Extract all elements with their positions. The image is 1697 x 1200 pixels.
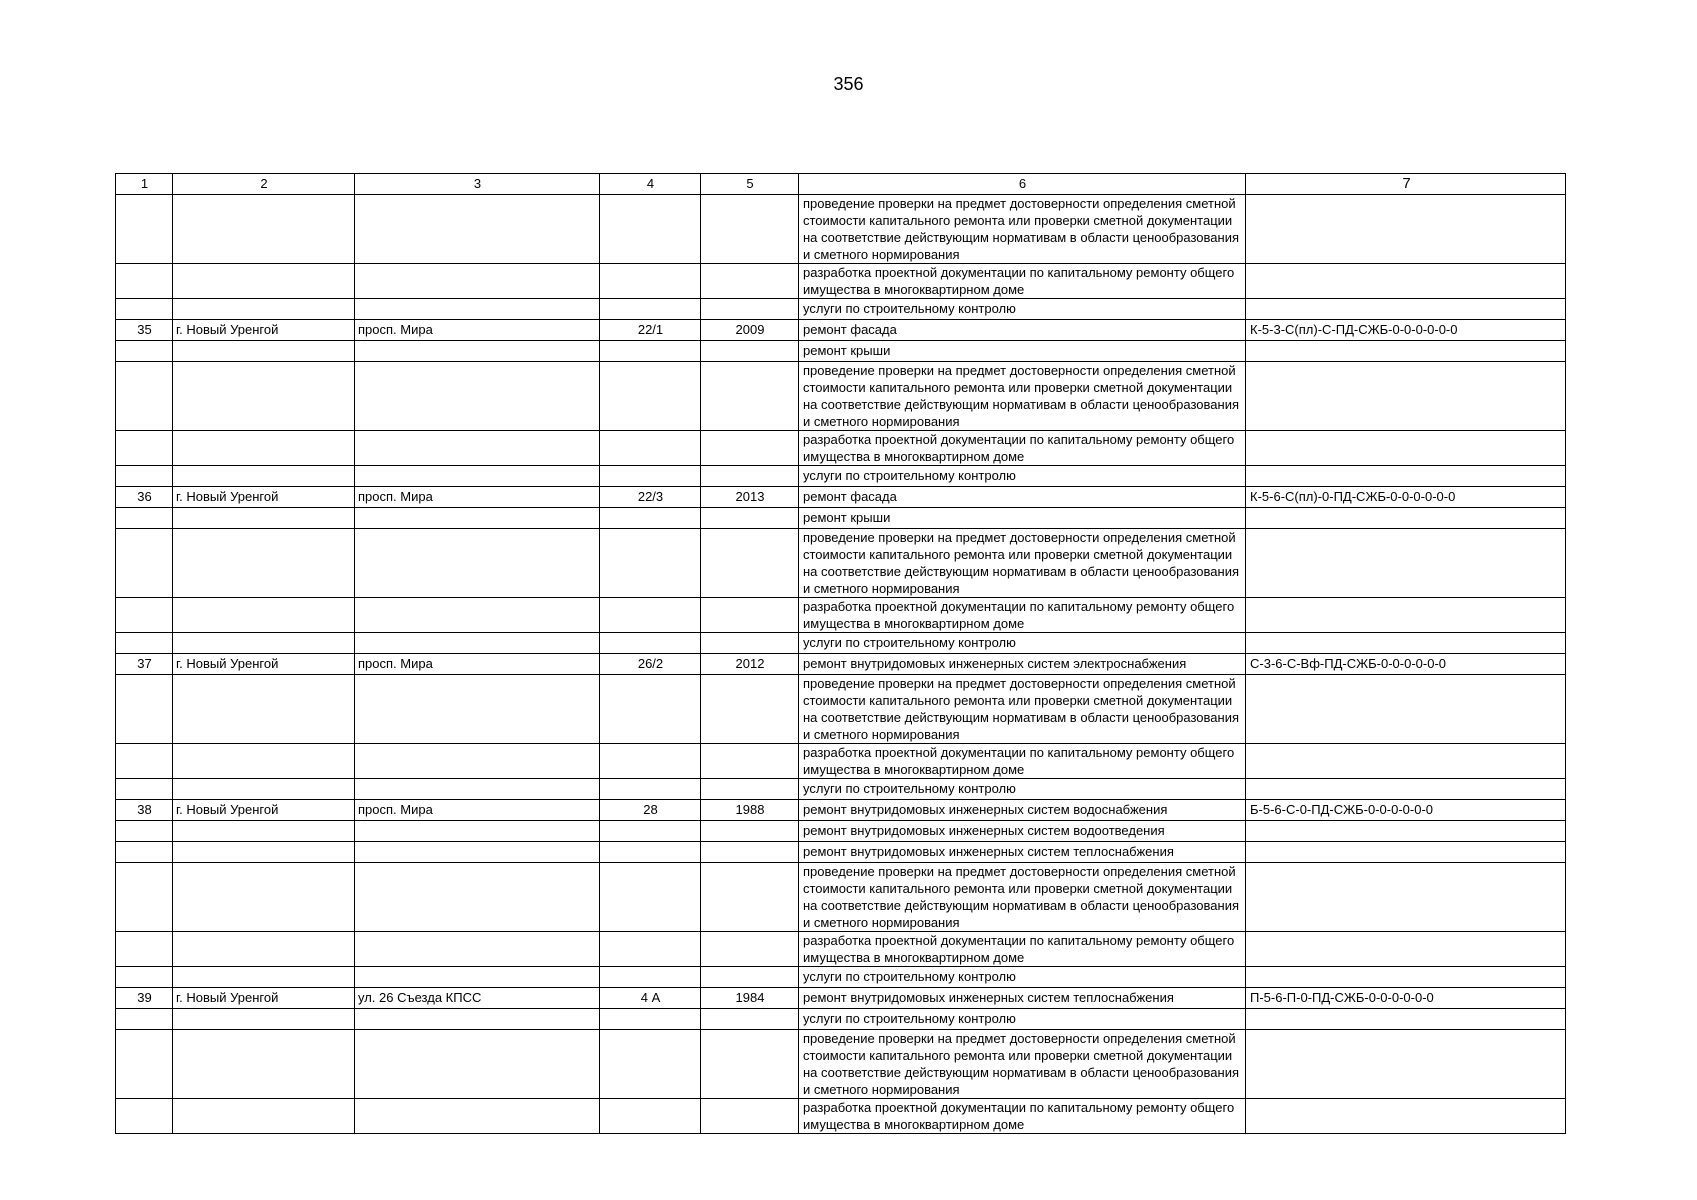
cell-work-type: ремонт крыши <box>799 508 1246 529</box>
cell-house-code <box>1246 821 1566 842</box>
header-cell-3: 3 <box>355 174 600 195</box>
cell-city: г. Новый Уренгой <box>173 654 355 675</box>
cell-house-number: 4 А <box>600 988 701 1009</box>
cell-house-code <box>1246 341 1566 362</box>
cell-row-number <box>116 633 173 654</box>
cell-street <box>355 299 600 320</box>
cell-street <box>355 842 600 863</box>
cell-row-number <box>116 466 173 487</box>
table-row <box>116 529 1566 598</box>
cell-house-code: К-5-3-С(пл)-С-ПД-СЖБ-0-0-0-0-0-0 <box>1246 320 1566 341</box>
table-row <box>116 264 1566 299</box>
cell-work-type: ремонт внутридомовых инженерных систем водоснабжения <box>799 800 1246 821</box>
cell-row-number <box>116 529 173 598</box>
cell-house-number <box>600 932 701 967</box>
cell-city: г. Новый Уренгой <box>173 988 355 1009</box>
cell-house-number <box>600 675 701 744</box>
cell-build-year <box>701 508 799 529</box>
cell-work-type: проведение проверки на предмет достоверности определения сметной стоимости капитального ремонта или проверки сметной документации на соответствие действующим нормативам в области ценообразования и сметного нормирования <box>799 863 1246 932</box>
cell-street <box>355 779 600 800</box>
cell-house-number <box>600 863 701 932</box>
header-cell-6: 6 <box>799 174 1246 195</box>
cell-city <box>173 341 355 362</box>
cell-house-number <box>600 821 701 842</box>
table-row <box>116 431 1566 466</box>
table-row <box>116 633 1566 654</box>
table-row <box>116 341 1566 362</box>
cell-house-code <box>1246 362 1566 431</box>
cell-house-number <box>600 779 701 800</box>
cell-house-number <box>600 633 701 654</box>
table-row <box>116 863 1566 932</box>
cell-street: просп. Мира <box>355 800 600 821</box>
cell-street <box>355 195 600 264</box>
cell-house-number <box>600 362 701 431</box>
cell-row-number <box>116 779 173 800</box>
cell-row-number <box>116 744 173 779</box>
cell-city <box>173 1009 355 1030</box>
cell-house-code <box>1246 842 1566 863</box>
cell-row-number <box>116 264 173 299</box>
cell-house-number <box>600 508 701 529</box>
cell-work-type: разработка проектной документации по капитальному ремонту общего имущества в многоквартирном доме <box>799 431 1246 466</box>
cell-street <box>355 1099 600 1134</box>
cell-row-number <box>116 195 173 264</box>
cell-row-number <box>116 598 173 633</box>
header-cell-1: 1 <box>116 174 173 195</box>
table-row <box>116 508 1566 529</box>
table-row <box>116 821 1566 842</box>
table-header-row <box>116 174 1566 195</box>
cell-build-year <box>701 264 799 299</box>
table-row <box>116 487 1566 508</box>
cell-street <box>355 362 600 431</box>
cell-work-type: ремонт внутридомовых инженерных систем теплоснабжения <box>799 988 1246 1009</box>
cell-house-code <box>1246 675 1566 744</box>
cell-house-code <box>1246 1030 1566 1099</box>
cell-row-number <box>116 1030 173 1099</box>
cell-city <box>173 744 355 779</box>
cell-row-number <box>116 431 173 466</box>
cell-house-code <box>1246 744 1566 779</box>
cell-city: г. Новый Уренгой <box>173 800 355 821</box>
cell-row-number <box>116 1099 173 1134</box>
cell-city <box>173 529 355 598</box>
cell-house-number <box>600 466 701 487</box>
cell-house-code <box>1246 264 1566 299</box>
cell-street <box>355 529 600 598</box>
cell-work-type: проведение проверки на предмет достоверности определения сметной стоимости капитального ремонта или проверки сметной документации на соответствие действующим нормативам в области ценообразования и сметного нормирования <box>799 195 1246 264</box>
capital-repair-table <box>115 173 1566 1134</box>
cell-house-code <box>1246 299 1566 320</box>
table-row <box>116 654 1566 675</box>
cell-house-code: С-3-6-С-Вф-ПД-СЖБ-0-0-0-0-0-0 <box>1246 654 1566 675</box>
cell-city <box>173 1099 355 1134</box>
cell-house-number: 22/1 <box>600 320 701 341</box>
cell-work-type: ремонт фасада <box>799 487 1246 508</box>
table-row <box>116 744 1566 779</box>
cell-house-number <box>600 1030 701 1099</box>
cell-row-number <box>116 842 173 863</box>
cell-work-type: ремонт внутридомовых инженерных систем теплоснабжения <box>799 842 1246 863</box>
table-row <box>116 1009 1566 1030</box>
cell-work-type: услуги по строительному контролю <box>799 1009 1246 1030</box>
cell-build-year <box>701 675 799 744</box>
cell-house-code: Б-5-6-С-0-ПД-СЖБ-0-0-0-0-0-0 <box>1246 800 1566 821</box>
header-cell-2: 2 <box>173 174 355 195</box>
cell-house-code <box>1246 633 1566 654</box>
cell-work-type: проведение проверки на предмет достоверности определения сметной стоимости капитального ремонта или проверки сметной документации на соответствие действующим нормативам в области ценообразования и сметного нормирования <box>799 675 1246 744</box>
cell-build-year <box>701 299 799 320</box>
table-row <box>116 1030 1566 1099</box>
cell-city <box>173 675 355 744</box>
cell-house-number <box>600 1009 701 1030</box>
cell-row-number <box>116 362 173 431</box>
cell-city <box>173 633 355 654</box>
table-row <box>116 598 1566 633</box>
cell-house-code <box>1246 529 1566 598</box>
cell-build-year: 1988 <box>701 800 799 821</box>
table-row <box>116 988 1566 1009</box>
cell-street <box>355 967 600 988</box>
cell-build-year <box>701 863 799 932</box>
cell-house-number: 26/2 <box>600 654 701 675</box>
cell-row-number: 35 <box>116 320 173 341</box>
cell-house-code <box>1246 195 1566 264</box>
cell-street <box>355 821 600 842</box>
cell-build-year <box>701 466 799 487</box>
cell-house-code: К-5-6-С(пл)-0-ПД-СЖБ-0-0-0-0-0-0 <box>1246 487 1566 508</box>
table-row <box>116 779 1566 800</box>
cell-build-year <box>701 529 799 598</box>
cell-work-type: разработка проектной документации по капитальному ремонту общего имущества в многоквартирном доме <box>799 598 1246 633</box>
cell-house-code <box>1246 967 1566 988</box>
cell-row-number <box>116 821 173 842</box>
cell-build-year <box>701 598 799 633</box>
cell-street: ул. 26 Съезда КПСС <box>355 988 600 1009</box>
cell-house-number <box>600 1099 701 1134</box>
cell-build-year <box>701 842 799 863</box>
cell-city: г. Новый Уренгой <box>173 487 355 508</box>
cell-house-number <box>600 341 701 362</box>
cell-house-code <box>1246 1009 1566 1030</box>
header-cell-5: 5 <box>701 174 799 195</box>
cell-work-type: услуги по строительному контролю <box>799 779 1246 800</box>
cell-work-type: проведение проверки на предмет достоверности определения сметной стоимости капитального ремонта или проверки сметной документации на соответствие действующим нормативам в области ценообразования и сметного нормирования <box>799 1030 1246 1099</box>
cell-street: просп. Мира <box>355 320 600 341</box>
cell-work-type: ремонт внутридомовых инженерных систем водоотведения <box>799 821 1246 842</box>
cell-house-code <box>1246 466 1566 487</box>
cell-row-number <box>116 967 173 988</box>
header-cell-4: 4 <box>600 174 701 195</box>
table-row <box>116 932 1566 967</box>
cell-street <box>355 598 600 633</box>
cell-street: просп. Мира <box>355 654 600 675</box>
cell-city <box>173 598 355 633</box>
cell-work-type: разработка проектной документации по капитальному ремонту общего имущества в многоквартирном доме <box>799 264 1246 299</box>
cell-city <box>173 1030 355 1099</box>
cell-build-year <box>701 633 799 654</box>
cell-row-number <box>116 299 173 320</box>
cell-build-year: 1984 <box>701 988 799 1009</box>
cell-house-code <box>1246 431 1566 466</box>
cell-build-year <box>701 1030 799 1099</box>
cell-work-type: разработка проектной документации по капитальному ремонту общего имущества в многоквартирном доме <box>799 932 1246 967</box>
cell-city <box>173 967 355 988</box>
cell-row-number: 38 <box>116 800 173 821</box>
cell-build-year <box>701 779 799 800</box>
cell-street <box>355 1009 600 1030</box>
cell-city <box>173 195 355 264</box>
table-row <box>116 195 1566 264</box>
cell-city <box>173 299 355 320</box>
cell-house-code <box>1246 1099 1566 1134</box>
cell-build-year <box>701 967 799 988</box>
cell-row-number: 39 <box>116 988 173 1009</box>
cell-work-type: услуги по строительному контролю <box>799 967 1246 988</box>
table-body <box>116 174 1566 1134</box>
cell-work-type: ремонт крыши <box>799 341 1246 362</box>
cell-house-number: 22/3 <box>600 487 701 508</box>
cell-street <box>355 431 600 466</box>
cell-city <box>173 264 355 299</box>
cell-house-code <box>1246 863 1566 932</box>
cell-house-number: 28 <box>600 800 701 821</box>
cell-row-number <box>116 932 173 967</box>
cell-city <box>173 932 355 967</box>
table-row <box>116 800 1566 821</box>
cell-house-number <box>600 431 701 466</box>
cell-street <box>355 744 600 779</box>
cell-house-number <box>600 264 701 299</box>
cell-street <box>355 466 600 487</box>
cell-row-number <box>116 508 173 529</box>
cell-city <box>173 466 355 487</box>
table-row <box>116 299 1566 320</box>
cell-row-number <box>116 863 173 932</box>
cell-street <box>355 508 600 529</box>
cell-work-type: услуги по строительному контролю <box>799 633 1246 654</box>
cell-house-code <box>1246 508 1566 529</box>
cell-build-year <box>701 362 799 431</box>
cell-work-type: разработка проектной документации по капитальному ремонту общего имущества в многоквартирном доме <box>799 1099 1246 1134</box>
cell-city <box>173 779 355 800</box>
cell-street <box>355 1030 600 1099</box>
cell-build-year <box>701 1009 799 1030</box>
cell-work-type: ремонт фасада <box>799 320 1246 341</box>
cell-house-number <box>600 842 701 863</box>
cell-build-year <box>701 431 799 466</box>
cell-build-year: 2012 <box>701 654 799 675</box>
cell-house-number <box>600 967 701 988</box>
cell-street: просп. Мира <box>355 487 600 508</box>
cell-street <box>355 633 600 654</box>
table-row <box>116 466 1566 487</box>
cell-row-number <box>116 675 173 744</box>
cell-build-year <box>701 195 799 264</box>
cell-city <box>173 821 355 842</box>
cell-house-code <box>1246 598 1566 633</box>
cell-house-code <box>1246 779 1566 800</box>
cell-build-year <box>701 821 799 842</box>
table-row <box>116 675 1566 744</box>
cell-city <box>173 863 355 932</box>
cell-house-number <box>600 299 701 320</box>
table-row <box>116 320 1566 341</box>
cell-row-number: 36 <box>116 487 173 508</box>
cell-city <box>173 508 355 529</box>
cell-house-number <box>600 529 701 598</box>
cell-city <box>173 842 355 863</box>
cell-build-year: 2009 <box>701 320 799 341</box>
cell-house-number <box>600 744 701 779</box>
header-cell-7: 7 <box>1246 174 1566 195</box>
table-row <box>116 842 1566 863</box>
cell-row-number <box>116 341 173 362</box>
cell-street <box>355 863 600 932</box>
cell-street <box>355 932 600 967</box>
cell-work-type: проведение проверки на предмет достоверности определения сметной стоимости капитального ремонта или проверки сметной документации на соответствие действующим нормативам в области ценообразования и сметного нормирования <box>799 362 1246 431</box>
cell-work-type: разработка проектной документации по капитальному ремонту общего имущества в многоквартирном доме <box>799 744 1246 779</box>
table-row <box>116 1099 1566 1134</box>
cell-house-number <box>600 195 701 264</box>
cell-work-type: ремонт внутридомовых инженерных систем электроснабжения <box>799 654 1246 675</box>
cell-work-type: услуги по строительному контролю <box>799 466 1246 487</box>
table-row <box>116 362 1566 431</box>
cell-house-code <box>1246 932 1566 967</box>
cell-house-code: П-5-6-П-0-ПД-СЖБ-0-0-0-0-0-0 <box>1246 988 1566 1009</box>
cell-city: г. Новый Уренгой <box>173 320 355 341</box>
cell-build-year: 2013 <box>701 487 799 508</box>
cell-build-year <box>701 341 799 362</box>
cell-work-type: услуги по строительному контролю <box>799 299 1246 320</box>
cell-build-year <box>701 1099 799 1134</box>
cell-row-number: 37 <box>116 654 173 675</box>
cell-city <box>173 431 355 466</box>
cell-street <box>355 264 600 299</box>
table-row <box>116 967 1566 988</box>
cell-city <box>173 362 355 431</box>
cell-work-type: проведение проверки на предмет достоверности определения сметной стоимости капитального ремонта или проверки сметной документации на соответствие действующим нормативам в области ценообразования и сметного нормирования <box>799 529 1246 598</box>
cell-house-number <box>600 598 701 633</box>
cell-row-number <box>116 1009 173 1030</box>
cell-build-year <box>701 932 799 967</box>
page-number: 356 <box>833 74 864 94</box>
cell-street <box>355 341 600 362</box>
cell-street <box>355 675 600 744</box>
cell-build-year <box>701 744 799 779</box>
